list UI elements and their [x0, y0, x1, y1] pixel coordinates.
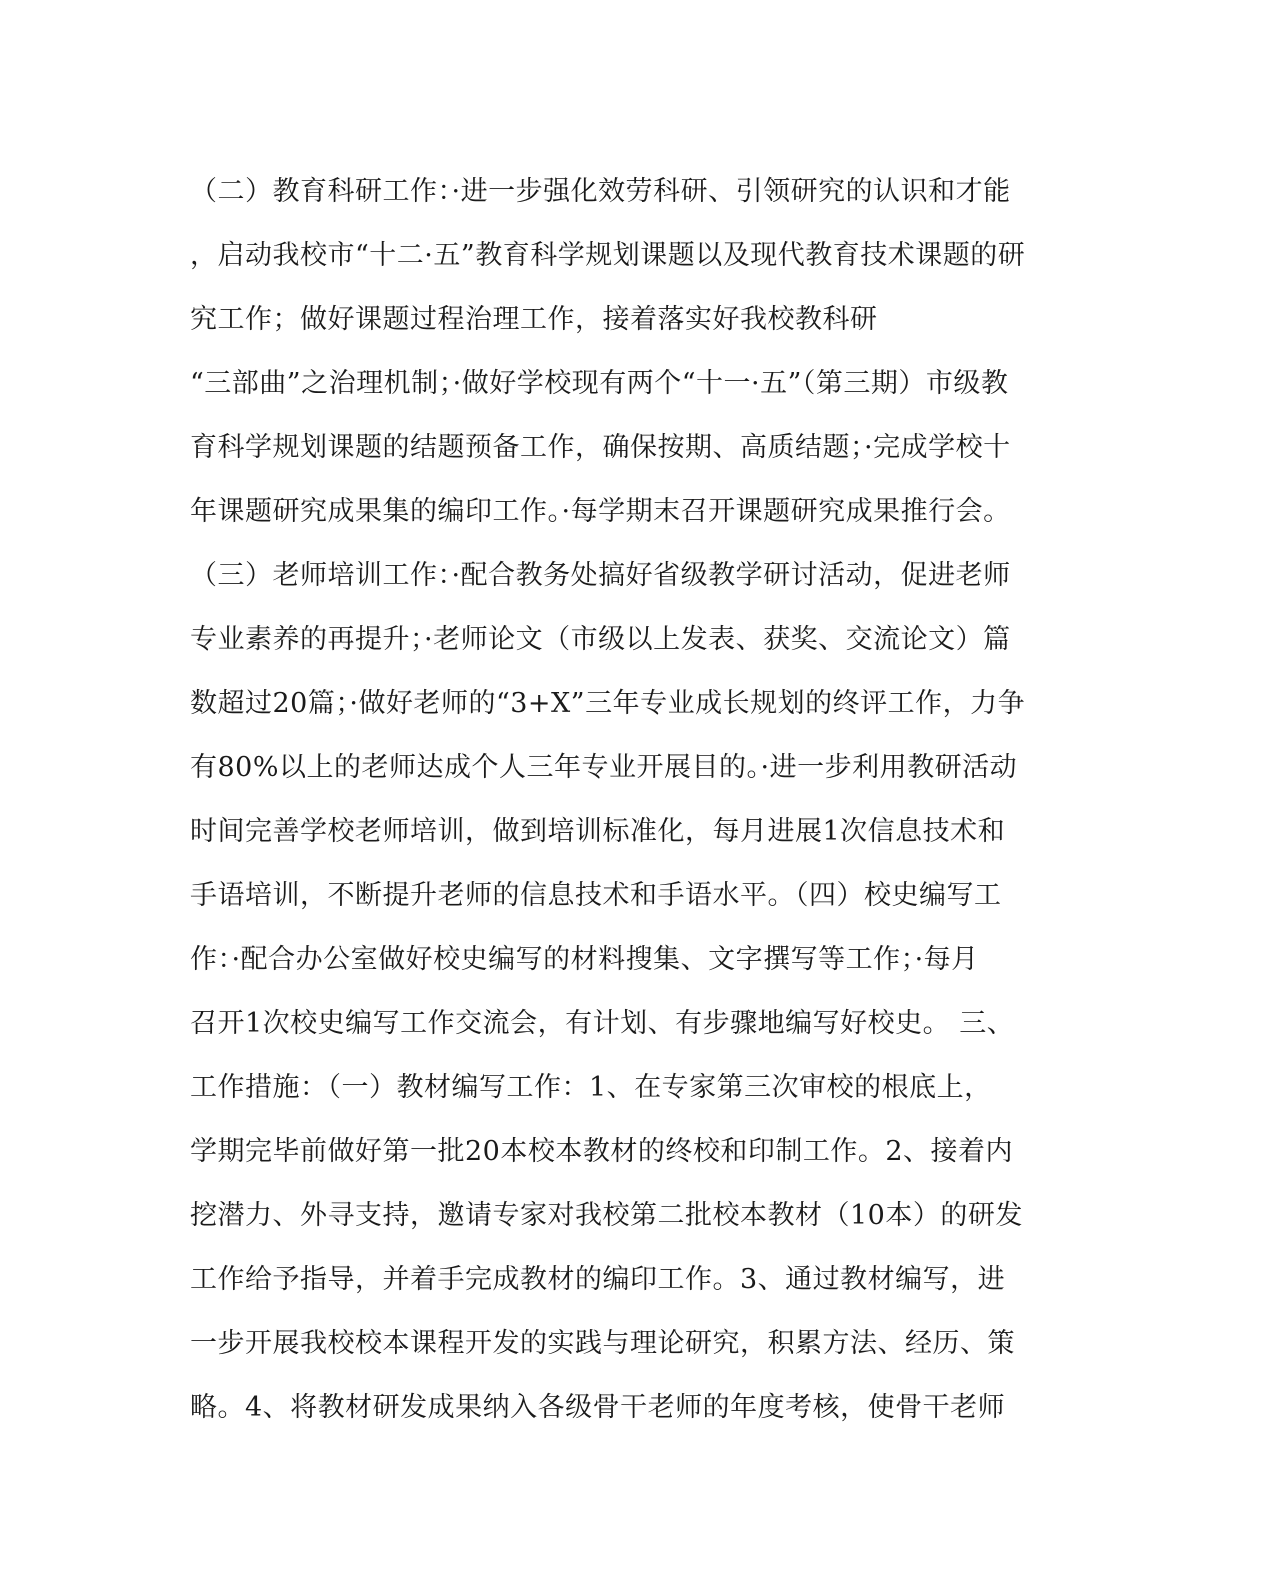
text-line: 略。4、将教材研发成果纳入各级骨干老师的年度考核，使骨干老师	[190, 1392, 1006, 1423]
text-line: 召开1次校史编写工作交流会，有计划、有步骤地编写好校史。 三、	[190, 1008, 1015, 1039]
text-line: 有80%以上的老师达成个人三年专业开展目的。·进一步利用教研活动	[190, 752, 1018, 783]
text-line: 育科学规划课题的结题预备工作，确保按期、高质结题；·完成学校十	[190, 432, 1011, 463]
text-line: 学期完毕前做好第一批20本校本教材的终校和印制工作。2、接着内	[190, 1136, 1014, 1167]
text-line: 挖潜力、外寻支持，邀请专家对我校第二批校本教材（10本）的研发	[190, 1200, 1023, 1231]
text-line: 工作措施：（一）教材编写工作：1、在专家第三次审校的根底上，	[190, 1072, 992, 1103]
text-line: ，启动我校市“十二·五”教育科学规划课题以及现代教育技术课题的研	[190, 240, 1026, 271]
text-line: （三）老师培训工作：·配合教务处搞好省级教学研讨活动，促进老师	[190, 560, 1011, 591]
text-line: 专业素养的再提升；·老师论文（市级以上发表、获奖、交流论文）篇	[190, 624, 1011, 655]
text-line: 工作给予指导，并着手完成教材的编印工作。3、通过教材编写，进	[190, 1264, 1006, 1295]
text-line: 一步开展我校校本课程开发的实践与理论研究，积累方法、经历、策	[190, 1328, 1015, 1359]
text-line: 作：·配合办公室做好校史编写的材料搜集、文字撰写等工作；·每月	[190, 944, 979, 975]
text-line: 究工作；做好课题过程治理工作，接着落实好我校教科研	[190, 304, 878, 335]
text-line: 年课题研究成果集的编印工作。·每学期末召开课题研究成果推行会。	[190, 496, 1011, 527]
text-line: 时间完善学校老师培训，做到培训标准化，每月进展1次信息技术和	[190, 816, 1006, 847]
text-line: 数超过20篇；·做好老师的“3+X”三年专业成长规划的终评工作，力争	[190, 688, 1026, 719]
text-line: 手语培训，不断提升老师的信息技术和手语水平。（四）校史编写工	[190, 880, 1002, 911]
text-line: （二）教育科研工作：·进一步强化效劳科研、引领研究的认识和才能	[190, 176, 1011, 207]
text-line: “三部曲”之治理机制；·做好学校现有两个“十一·五”（第三期）市级教	[190, 368, 1009, 399]
body-text	[190, 160, 1090, 1440]
